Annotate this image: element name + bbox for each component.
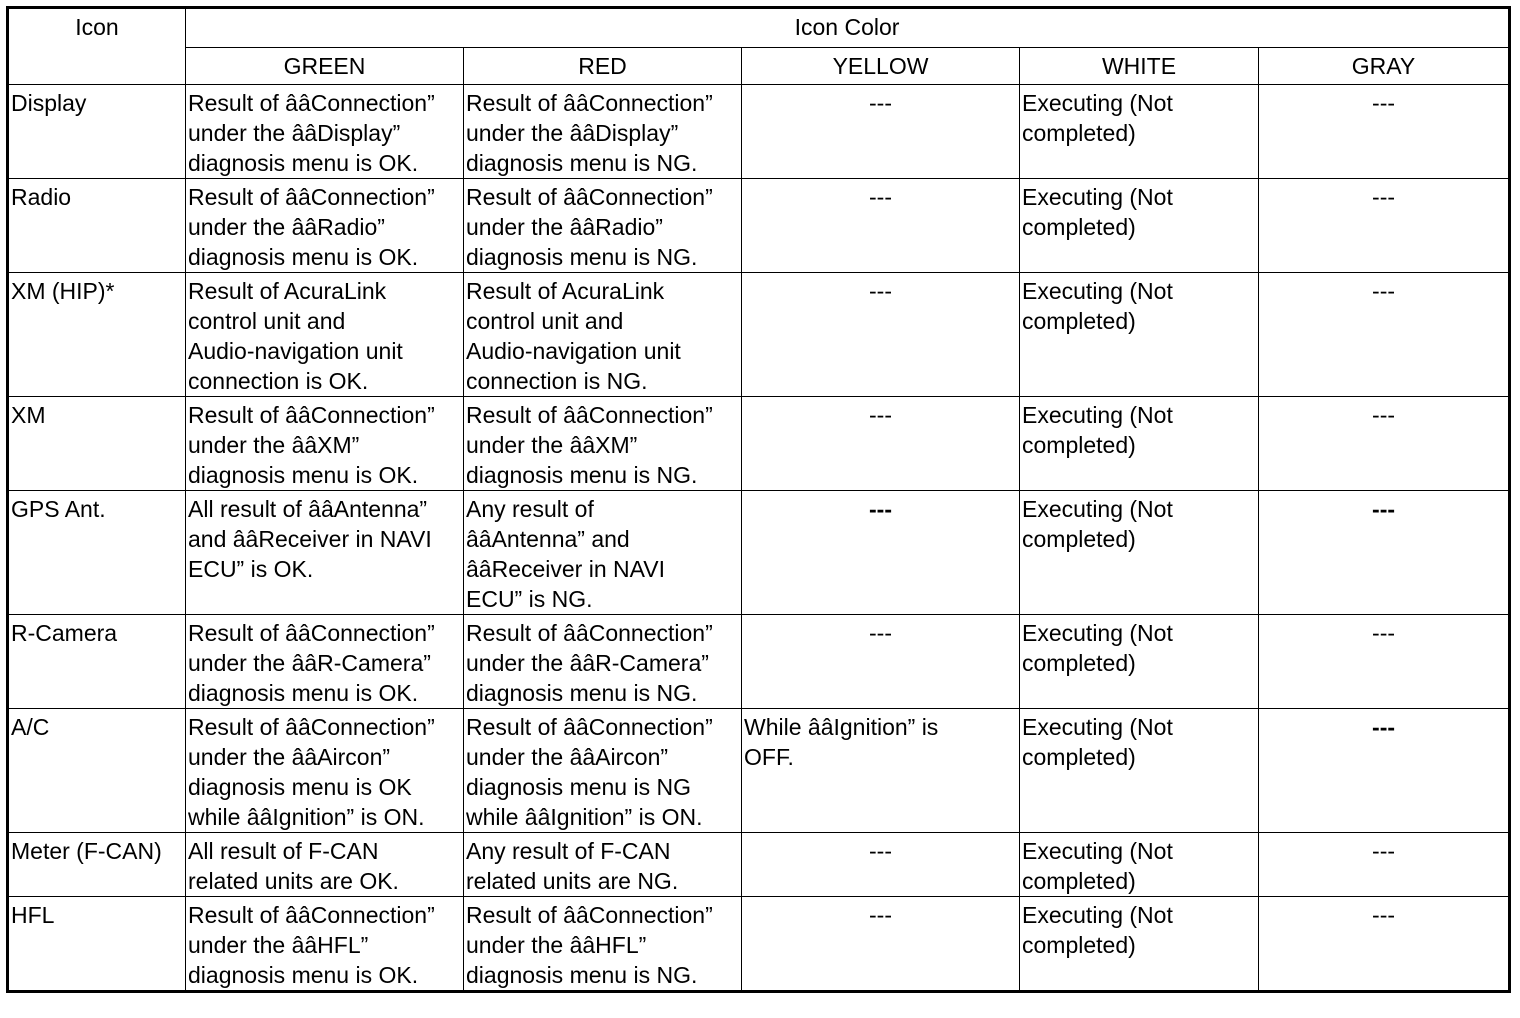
icon-cell: GPS Ant.: [8, 491, 186, 615]
green-cell: Result of ââConnection” under the ââDisplay” diagnosis menu is OK.: [186, 85, 464, 179]
gray-cell: ---: [1259, 897, 1510, 992]
icon-cell: R-Camera: [8, 615, 186, 709]
table-row: [8, 397, 1510, 491]
green-cell: All result of F-CAN related units are OK.: [186, 833, 464, 897]
yellow-cell: ---: [742, 615, 1020, 709]
yellow-cell: While ââIgnition” is OFF.: [742, 709, 1020, 833]
icon-cell: Radio: [8, 179, 186, 273]
yellow-cell: ---: [742, 491, 1020, 615]
header-green: GREEN: [186, 48, 464, 85]
icon-cell: Display: [8, 85, 186, 179]
yellow-cell: ---: [742, 273, 1020, 397]
red-cell: Result of ââConnection” under the ââR-Camera” diagnosis menu is NG.: [464, 615, 742, 709]
red-cell: Result of ââConnection” under the ââDisplay” diagnosis menu is NG.: [464, 85, 742, 179]
yellow-cell: ---: [742, 397, 1020, 491]
yellow-cell: ---: [742, 897, 1020, 992]
white-cell: Executing (Not completed): [1020, 179, 1259, 273]
gray-cell: ---: [1259, 491, 1510, 615]
icon-cell: XM (HIP)*: [8, 273, 186, 397]
table-row: [8, 179, 1510, 273]
table-row: [8, 833, 1510, 897]
header-yellow: YELLOW: [742, 48, 1020, 85]
header-icon: Icon: [8, 8, 186, 85]
white-cell: Executing (Not completed): [1020, 397, 1259, 491]
header-icon-color: Icon Color: [186, 8, 1510, 48]
icon-cell: Meter (F-CAN): [8, 833, 186, 897]
table-row: [8, 709, 1510, 833]
gray-cell: ---: [1259, 85, 1510, 179]
red-cell: Any result of F-CAN related units are NG.: [464, 833, 742, 897]
icon-cell: HFL: [8, 897, 186, 992]
green-cell: Result of ââConnection” under the ââAircon” diagnosis menu is OK while ââIgnition” is ON.: [186, 709, 464, 833]
table-row: [8, 491, 1510, 615]
green-cell: Result of ââConnection” under the ââR-Camera” diagnosis menu is OK.: [186, 615, 464, 709]
white-cell: Executing (Not completed): [1020, 709, 1259, 833]
white-cell: Executing (Not completed): [1020, 273, 1259, 397]
gray-cell: ---: [1259, 833, 1510, 897]
table-row: [8, 85, 1510, 179]
green-cell: Result of ââConnection” under the ââRadio” diagnosis menu is OK.: [186, 179, 464, 273]
gray-cell: ---: [1259, 273, 1510, 397]
icon-color-table: [6, 6, 1511, 993]
green-cell: Result of AcuraLink control unit and Audio-navigation unit connection is OK.: [186, 273, 464, 397]
table-row: [8, 897, 1510, 992]
yellow-cell: ---: [742, 179, 1020, 273]
white-cell: Executing (Not completed): [1020, 833, 1259, 897]
table-row: [8, 615, 1510, 709]
green-cell: Result of ââConnection” under the ââHFL” diagnosis menu is OK.: [186, 897, 464, 992]
gray-cell: ---: [1259, 709, 1510, 833]
white-cell: Executing (Not completed): [1020, 897, 1259, 992]
red-cell: Result of ââConnection” under the ââHFL” diagnosis menu is NG.: [464, 897, 742, 992]
header-gray: GRAY: [1259, 48, 1510, 85]
green-cell: All result of ââAntenna” and ââReceiver in NAVI ECU” is OK.: [186, 491, 464, 615]
icon-cell: A/C: [8, 709, 186, 833]
red-cell: Result of AcuraLink control unit and Audio-navigation unit connection is NG.: [464, 273, 742, 397]
gray-cell: ---: [1259, 615, 1510, 709]
red-cell: Result of ââConnection” under the ââAircon” diagnosis menu is NG while ââIgnition” is ON.: [464, 709, 742, 833]
yellow-cell: ---: [742, 833, 1020, 897]
table-row: [8, 273, 1510, 397]
gray-cell: ---: [1259, 179, 1510, 273]
white-cell: Executing (Not completed): [1020, 85, 1259, 179]
green-cell: Result of ââConnection” under the ââXM” diagnosis menu is OK.: [186, 397, 464, 491]
header-white: WHITE: [1020, 48, 1259, 85]
red-cell: Any result of ââAntenna” and ââReceiver in NAVI ECU” is NG.: [464, 491, 742, 615]
yellow-cell: ---: [742, 85, 1020, 179]
header-red: RED: [464, 48, 742, 85]
white-cell: Executing (Not completed): [1020, 491, 1259, 615]
red-cell: Result of ââConnection” under the ââRadio” diagnosis menu is NG.: [464, 179, 742, 273]
gray-cell: ---: [1259, 397, 1510, 491]
icon-cell: XM: [8, 397, 186, 491]
white-cell: Executing (Not completed): [1020, 615, 1259, 709]
red-cell: Result of ââConnection” under the ââXM” diagnosis menu is NG.: [464, 397, 742, 491]
